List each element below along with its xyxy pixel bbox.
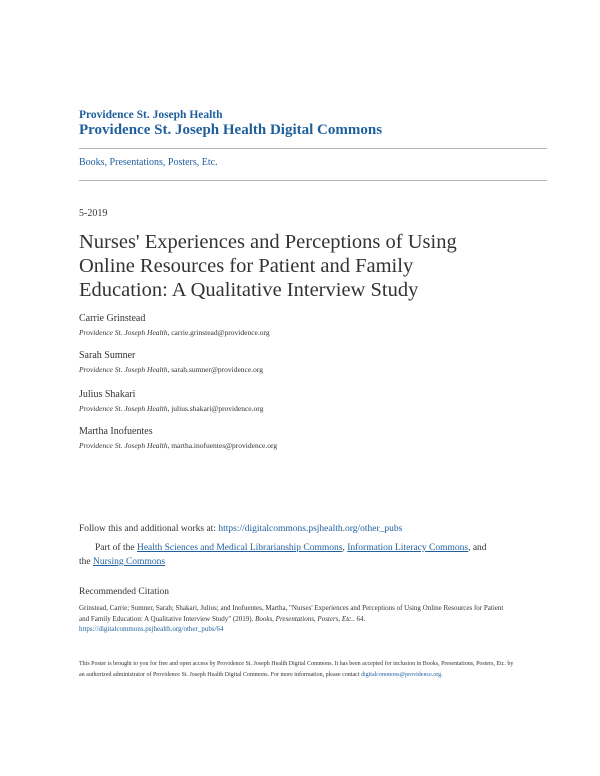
author-affiliation — [79, 364, 263, 375]
author-email: , martha.inofuentes@providence.org — [167, 441, 278, 450]
collection-url-link[interactable]: https://digitalcommons.psjhealth.org/other_pubs — [218, 524, 403, 534]
contact-email-link[interactable]: digitalcommons@providence.org — [360, 671, 442, 678]
author-block — [79, 389, 263, 414]
author-affiliation — [79, 403, 263, 414]
author-name: Julius Shakari — [79, 389, 136, 400]
author-email: , carrie.grinstead@providence.org — [167, 328, 270, 337]
separator: , — [342, 543, 348, 553]
author-block — [79, 350, 263, 375]
author-block — [79, 426, 277, 451]
author-block — [79, 313, 270, 338]
author-name: Martha Inofuentes — [79, 426, 153, 437]
citation-url-link[interactable]: https://digitalcommons.psjhealth.org/other_pubs/64 — [79, 625, 224, 633]
author-name: Carrie Grinstead — [79, 313, 146, 324]
part-of-line — [79, 541, 489, 569]
divider-bottom — [79, 180, 547, 181]
divider-top — [79, 148, 547, 149]
footer-end: . — [441, 671, 443, 678]
footer-text: This Poster is brought to you for free and open access by Providence St. Joseph Health Digital Commons. It has been accepted for inclusion in Books, Presentations, Posters, Etc. by an authorized administrator of Providence St. Joseph Health Digital Commons. For more information, please contact — [79, 661, 514, 678]
citation-text — [79, 603, 509, 635]
citation-body: Grinstead, Carrie; Sumner, Sarah; Shakari, Julius; and Inofuentes, Martha, "Nurses' Experiences and Perceptions of Using Online Resources for Patient and Family Education: A Qualitative Interview Study" (2019). — [79, 604, 504, 623]
citation-number: . 64. — [353, 614, 366, 623]
footer-notice — [79, 659, 519, 680]
document-title: Nurses' Experiences and Perceptions of Using Online Resources for Patient and Family Education: A Qualitative Interview Study — [79, 231, 457, 301]
author-affiliation — [79, 440, 277, 451]
separator: , and the — [79, 543, 487, 567]
follow-label: Follow this and additional works at: — [79, 524, 219, 534]
author-email: , sarah.sumner@providence.org — [167, 365, 263, 374]
affiliation-name: Providence St. Joseph Health — [79, 365, 168, 374]
follow-line — [79, 524, 402, 534]
health-sciences-commons-link[interactable]: Health Sciences and Medical Librarianship Commons — [136, 543, 343, 553]
nursing-commons-link[interactable]: Nursing Commons — [92, 557, 166, 567]
repository-name[interactable]: Providence St. Joseph Health Digital Commons — [79, 122, 383, 138]
author-email: , julius.shakari@providence.org — [167, 404, 264, 413]
affiliation-name: Providence St. Joseph Health — [79, 328, 168, 337]
recommended-citation-heading: Recommended Citation — [79, 587, 169, 597]
author-name: Sarah Sumner — [79, 350, 136, 361]
part-of-prefix: Part of the — [95, 543, 137, 553]
publication-date: 5-2019 — [79, 208, 108, 219]
citation-series: Books, Presentations, Posters, Etc. — [255, 614, 353, 623]
organization-name[interactable]: Providence St. Joseph Health — [79, 109, 223, 121]
author-affiliation — [79, 327, 270, 338]
information-literacy-commons-link[interactable]: Information Literacy Commons — [347, 543, 469, 553]
affiliation-name: Providence St. Joseph Health — [79, 441, 168, 450]
collection-link[interactable]: Books, Presentations, Posters, Etc. — [79, 157, 218, 168]
affiliation-name: Providence St. Joseph Health — [79, 404, 168, 413]
